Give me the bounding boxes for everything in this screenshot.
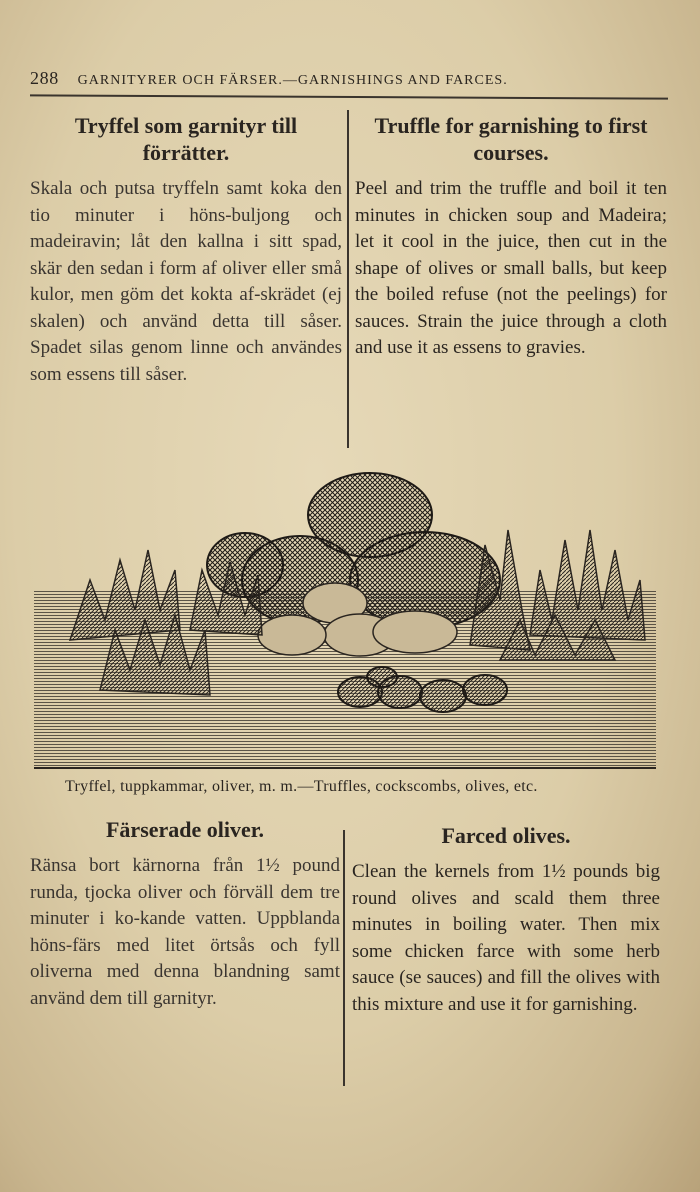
olives-swedish-title: Färserade oliver. <box>105 817 265 842</box>
running-header <box>30 68 670 89</box>
olives-english-body: Clean the kernels from 1½ pounds big round olives and scald them three minutes in boiling water. Then mix some chicken farce with some herb sauce (se sauces) and fill the olives with this mixture and use it for garnishing. <box>352 861 660 1015</box>
olives-swedish-section <box>30 816 340 1012</box>
truffle-english-section <box>355 112 667 362</box>
illustration-caption: Tryffel, tuppkammar, oliver, m. m.—Truffles, cockscombs, olives, etc. <box>65 778 538 795</box>
truffle-swedish-title: Tryffel som garnityr till förrätter. <box>74 113 298 165</box>
page-number: 288 <box>30 68 59 88</box>
olives-swedish-body: Ränsa bort kärnorna från 1½ pound runda, tjocka oliver och förväll dem tre minuter i ko-kande vatten. Uppblanda höns-färs med litet örtsås och fyll oliverna med denna blandning samt använd dem till garnityr. <box>30 855 340 1009</box>
header-rule <box>30 94 668 99</box>
truffle-swedish-section <box>30 112 342 388</box>
garnish-illustration <box>30 470 660 775</box>
running-title: GARNITYRER OCH FÄRSER.—GARNISHINGS AND FARCES. <box>77 73 508 88</box>
olives-english-section <box>352 822 660 1018</box>
truffle-english-body: Peel and trim the truffle and boil it ten minutes in chicken soup and Madeira; let it cool in the juice, then cut in the shape of olives or small balls, but keep the boiled refuse (not the peelings) for sauces. Strain the juice through a cloth and use it as essens to gravies. <box>355 178 667 358</box>
truffle-english-title: Truffle for garnishing to first courses. <box>374 113 648 165</box>
column-divider-bottom <box>343 830 345 1086</box>
truffle-swedish-body: Skala och putsa tryffeln samt koka den tio minuter i höns-buljong och madeiravin; låt den kallna i sitt spad, skär den sedan i form af oliver eller små kulor, men göm det kokta af-skrädet (ej skalen) och använd detta till såser. Spadet silas genom linne och användes som essens till såser. <box>30 178 342 385</box>
olives-english-title: Farced olives. <box>441 823 571 848</box>
column-divider-top <box>347 110 349 448</box>
